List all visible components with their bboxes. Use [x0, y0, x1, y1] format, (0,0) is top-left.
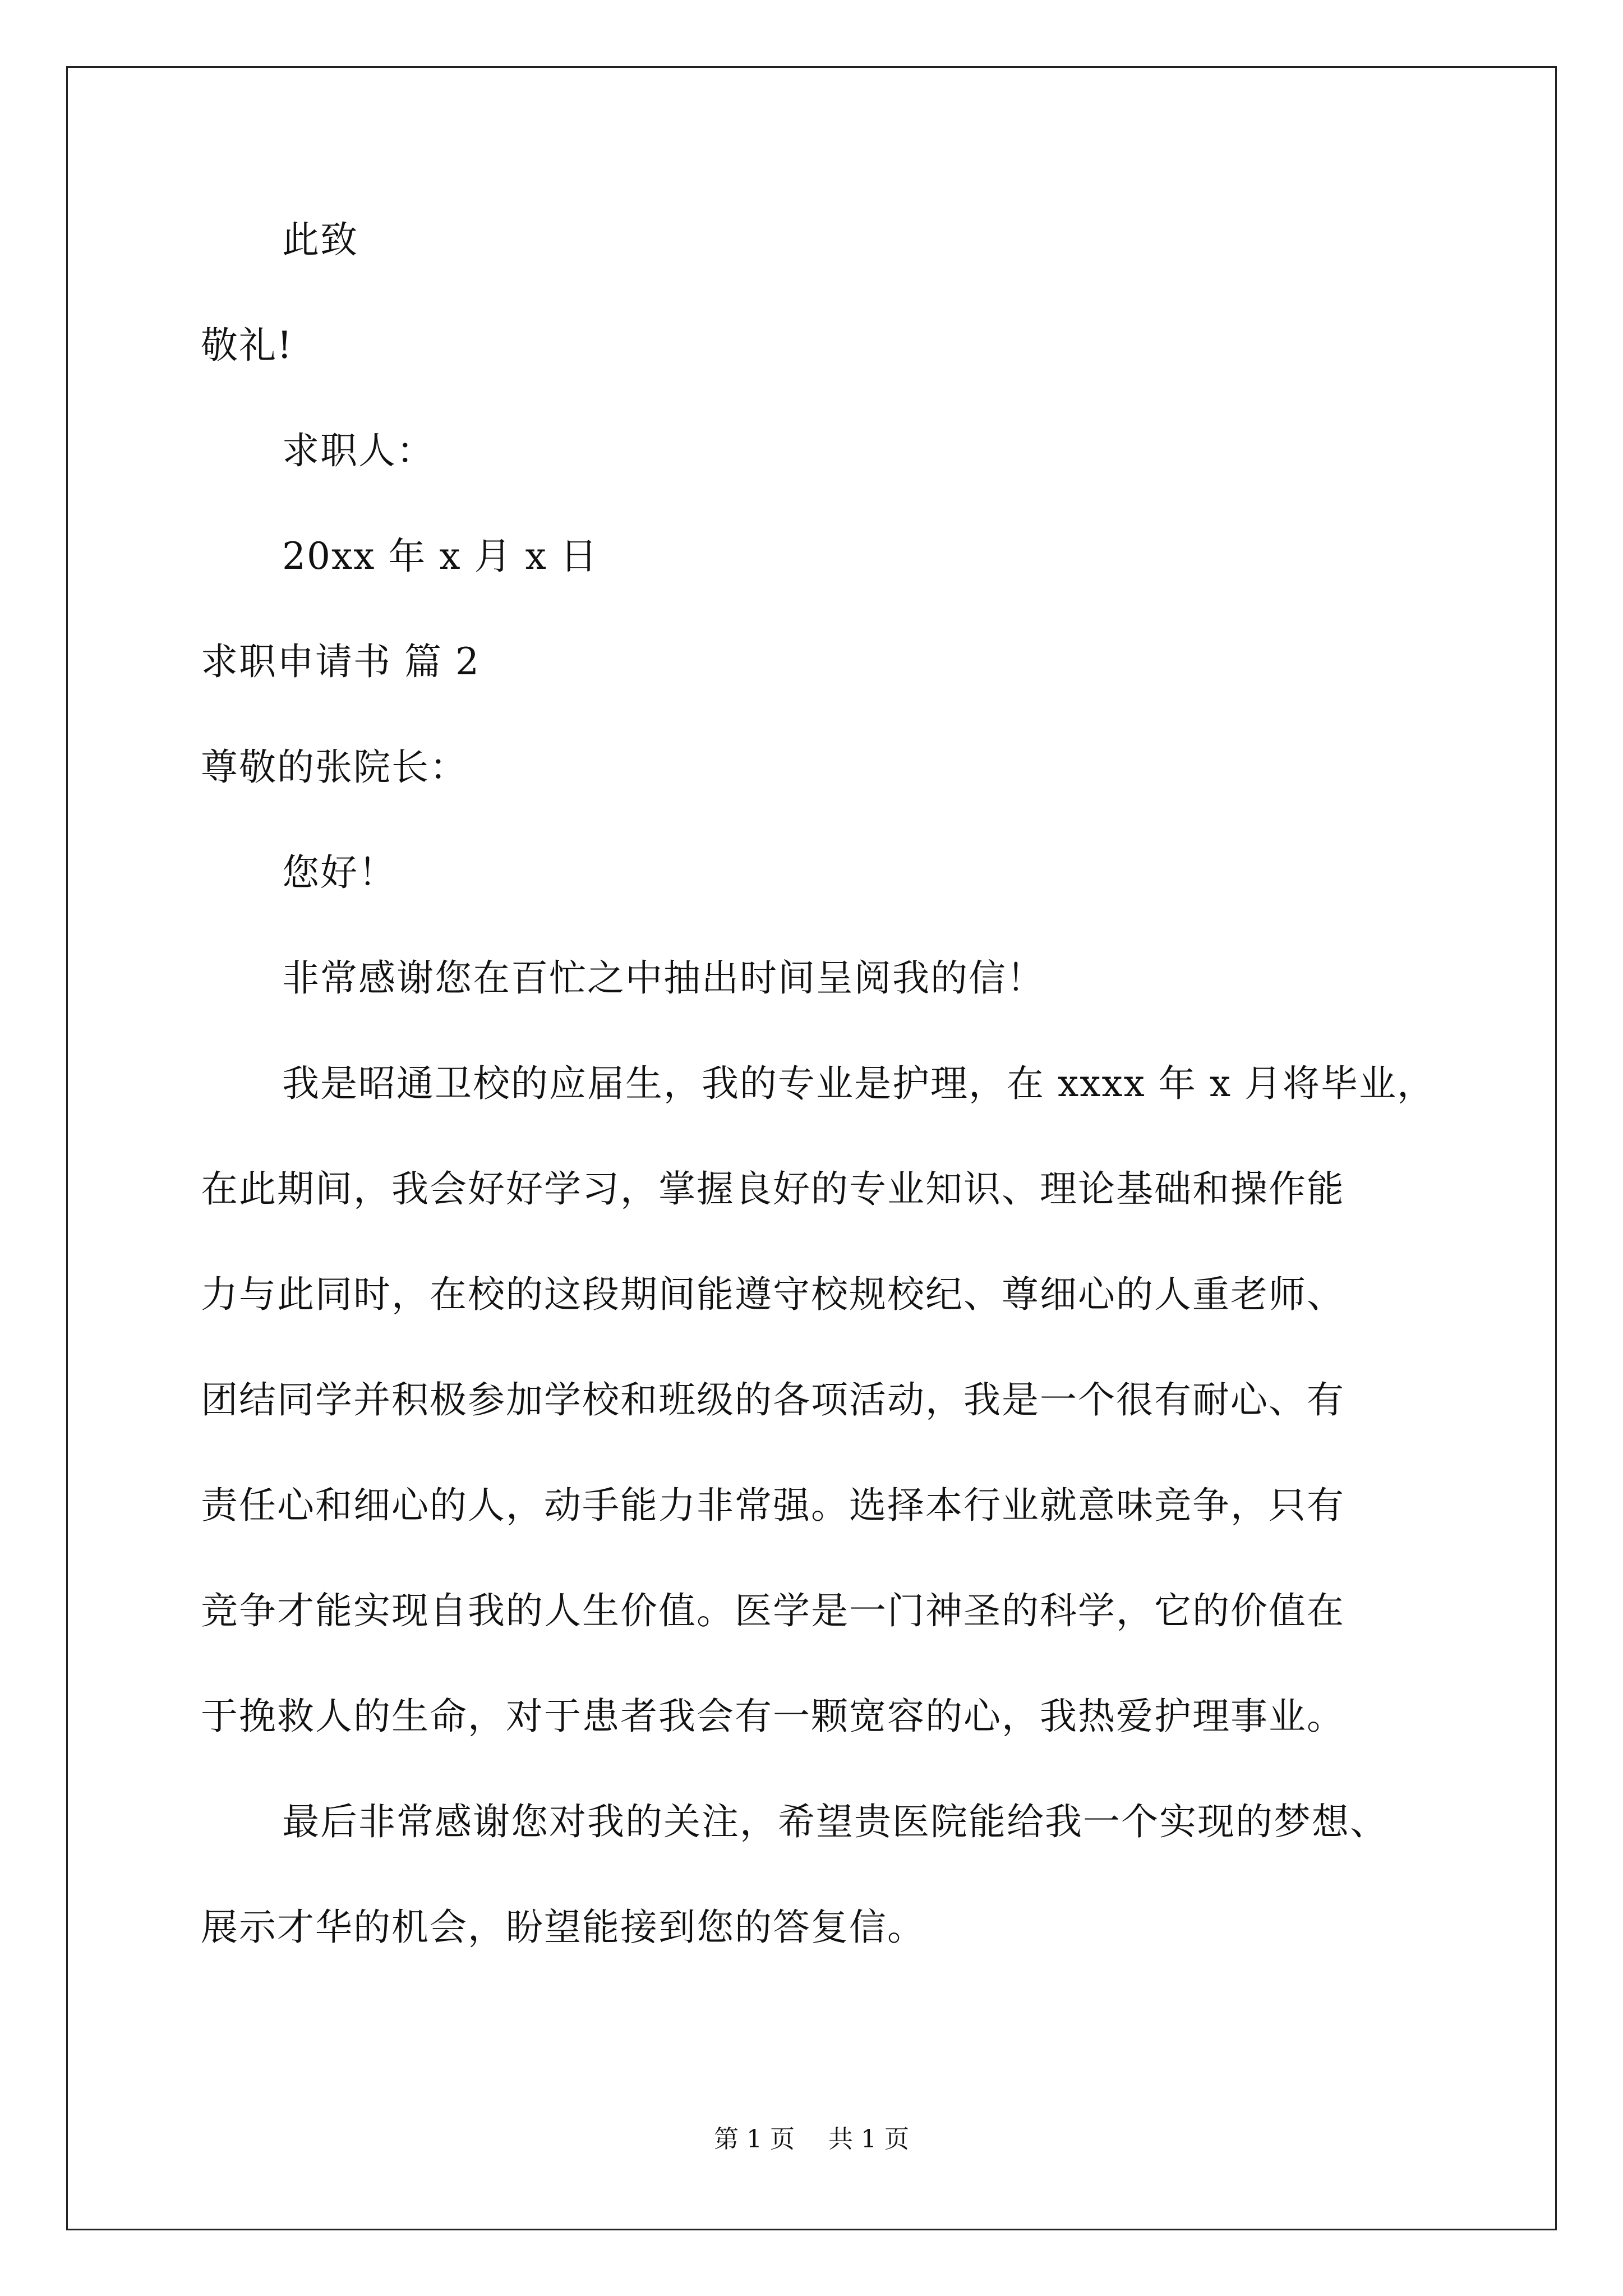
paragraph-thanks: 非常感谢您在百忙之中抽出时间呈阅我的信！ — [282, 956, 1045, 1000]
date-line: 20xx 年 x 月 x 日 — [282, 535, 598, 578]
letter-addressee: 尊敬的张院长： — [201, 746, 468, 789]
paragraph-line: 竞争才能实现自我的人生价值。医学是一门神圣的科学，它的价值在 — [201, 1589, 1345, 1632]
paragraph-line: 于挽救人的生命，对于患者我会有一颗宽容的心，我热爱护理事业。 — [201, 1695, 1345, 1738]
paragraph-line: 展示才华的机会，盼望能接到您的答复信。 — [201, 1906, 925, 1949]
greeting: 您好！ — [282, 851, 396, 894]
paragraph-line: 在此期间，我会好好学习，掌握良好的专业知识、理论基础和操作能 — [201, 1167, 1345, 1211]
closing-salutation: 此致 — [282, 218, 358, 261]
document-body — [201, 218, 1479, 2014]
signature-label: 求职人： — [282, 429, 435, 472]
section-title: 求职申请书 篇 2 — [201, 640, 480, 683]
page-number: 第 1 页 — [714, 2125, 795, 2154]
page-total: 共 1 页 — [828, 2125, 909, 2154]
paragraph-line: 责任心和细心的人，动手能力非常强。选择本行业就意味竞争，只有 — [201, 1484, 1345, 1527]
page-footer — [0, 2127, 1623, 2152]
paragraph-line: 力与此同时，在校的这段期间能遵守校规校纪、尊细心的人重老师、 — [201, 1273, 1345, 1316]
paragraph-line: 最后非常感谢您对我的关注，希望贵医院能给我一个实现的梦想、 — [282, 1800, 1388, 1843]
paragraph-line: 我是昭通卫校的应届生，我的专业是护理，在 xxxx 年 x 月将毕业， — [282, 1062, 1436, 1105]
closing-regards: 敬礼! — [201, 324, 293, 367]
paragraph-line: 团结同学并积极参加学校和班级的各项活动，我是一个很有耐心、有 — [201, 1378, 1345, 1421]
